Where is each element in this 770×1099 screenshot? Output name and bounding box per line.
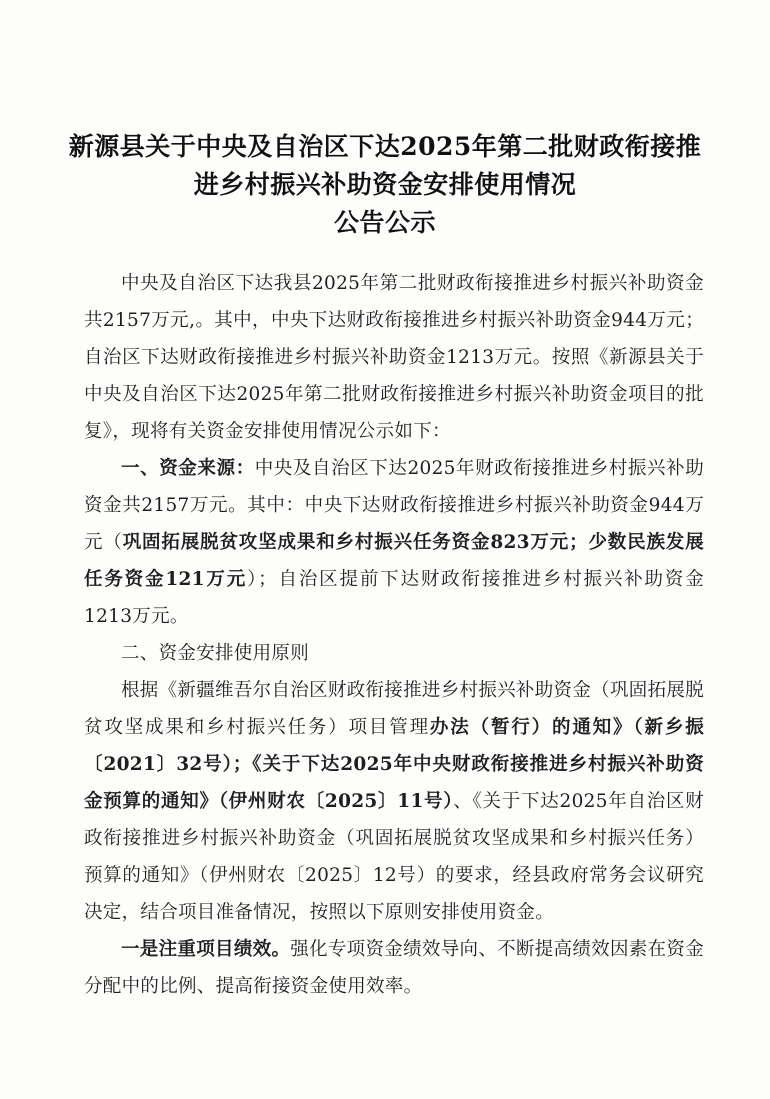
section-1-text-a: 中央及自治区下达2025年财政衔接推进乡村振兴补助资金共2157万元。其中：中央下达财政衔接推进乡村振兴补助资金944万元（ [84, 458, 704, 553]
section-1-text-b: ）；自治区提前下达财政衔接推进乡村振兴补助资金1213万元。 [84, 569, 705, 627]
principle-1-paragraph [84, 931, 704, 1005]
principle-1-text: 强化专项资金绩效导向、不断提高绩效因素在资金分配中的比例、提高衔接资金使用效率。 [84, 939, 704, 997]
title-line-2: 进乡村振兴补助资金安排使用情况 [193, 170, 577, 199]
section-1-paragraph [84, 450, 704, 635]
document-title [0, 128, 770, 242]
section-2-text-a: 根据《新疆维吾尔自治区财政衔接推进乡村振兴补助资金（巩固拓展脱贫攻坚成果和乡村振兴任务）项目管理 [84, 680, 704, 738]
section-1-text-bold: 巩固拓展脱贫攻坚成果和乡村振兴任务资金823万元；少数民族发展任务资金121万元 [84, 532, 704, 590]
intro-paragraph: 中央及自治区下达我县2025年第二批财政衔接推进乡村振兴补助资金共2157万元,。其中，中央下达财政衔接推进乡村振兴补助资金944万元；自治区下达财政衔接推进乡村振兴补助资金1213万元。按照《新源县关于中央及自治区下达2025年第二批财政衔接推进乡村振兴补助资金项目的批复》，现将有关资金安排使用情况公示如下： [84, 273, 704, 442]
document-body [84, 265, 704, 1005]
section-2-heading: 二、资金安排使用原则 [121, 643, 310, 664]
section-2-text-b: 、《关于下达2025年自治区财政衔接推进乡村振兴补助资金（巩固拓展脱贫攻坚成果和乡村振兴任务）预算的通知》（伊州财农〔2025〕12号）的要求，经县政府常务会议研究决定，结合项目准备情况，按照以下原则安排使用资金。 [84, 791, 704, 923]
section-1-label: 一、资金来源： [121, 458, 255, 479]
title-line-1: 新源县关于中央及自治区下达2025年第二批财政衔接推 [68, 132, 702, 161]
section-2-paragraph [84, 672, 704, 931]
section-2-text-bold: 办法（暂行）的通知》（新乡振〔2021〕32号）；《关于下达2025年中央财政衔接推进乡村振兴补助资金预算的通知》（伊州财农〔2025〕11号） [84, 717, 704, 812]
principle-1-label: 一是注重项目绩效。 [121, 939, 291, 960]
title-line-3: 公告公示 [333, 208, 436, 237]
